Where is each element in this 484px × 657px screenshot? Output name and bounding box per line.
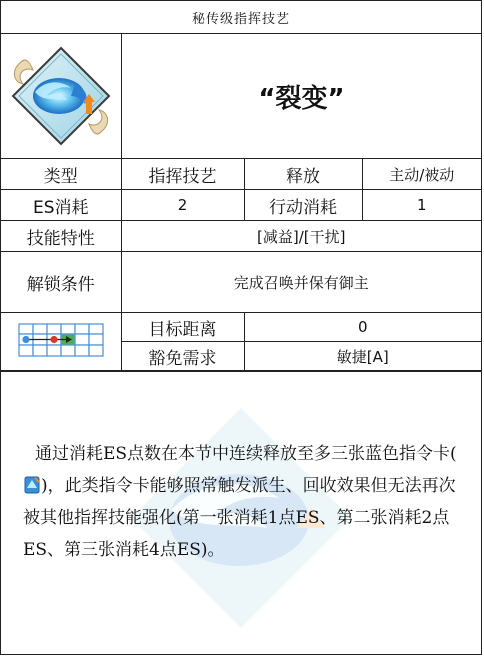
stats-table <box>1 159 481 371</box>
unlock-value: 完成召唤并保有御主 <box>121 252 481 313</box>
range-row <box>1 313 481 342</box>
range-value: 0 <box>244 313 481 342</box>
range-label: 目标距离 <box>121 313 244 342</box>
card-header <box>1 1 481 34</box>
card-tier-title: 秘传级指挥技艺 <box>191 11 290 27</box>
description-text-part2: )，此类指令卡能够照常触发派生、回收效果但无法再次被其他指挥技能强化(第一张消耗1点ES、第二张消耗2点ES、第三张消耗4点ES)。 <box>23 476 456 560</box>
action-cost-label: 行动消耗 <box>244 190 362 221</box>
description-area <box>1 371 481 648</box>
type-value: 指挥技艺 <box>121 159 244 190</box>
type-label: 类型 <box>1 159 121 190</box>
skill-icon-cell <box>1 34 122 158</box>
skill-name: “裂变” <box>258 83 345 114</box>
unlock-label: 解锁条件 <box>1 252 121 313</box>
trait-value: [减益]/[干扰] <box>121 221 481 252</box>
type-row <box>1 159 481 190</box>
release-value: 主动/被动 <box>362 159 481 190</box>
cost-row <box>1 190 481 221</box>
trait-row <box>1 221 481 252</box>
es-cost-value: 2 <box>121 190 244 221</box>
blue-phoenix-skill-icon <box>5 40 117 152</box>
release-label: 释放 <box>244 159 362 190</box>
skill-description <box>1 372 481 566</box>
unlock-row <box>1 252 481 313</box>
action-cost-value: 1 <box>362 190 481 221</box>
es-cost-label: ES消耗 <box>1 190 121 221</box>
immune-value: 敏捷[A] <box>244 342 481 371</box>
range-icon-cell <box>1 313 121 371</box>
trait-label: 技能特性 <box>1 221 121 252</box>
range-grid-icon <box>18 323 104 357</box>
skill-hero <box>1 34 481 159</box>
immune-label: 豁免需求 <box>121 342 244 371</box>
blue-command-card-icon <box>23 476 41 494</box>
description-text-part1: 通过消耗ES点数在本节中连续释放至多三张蓝色指令卡( <box>35 444 457 464</box>
